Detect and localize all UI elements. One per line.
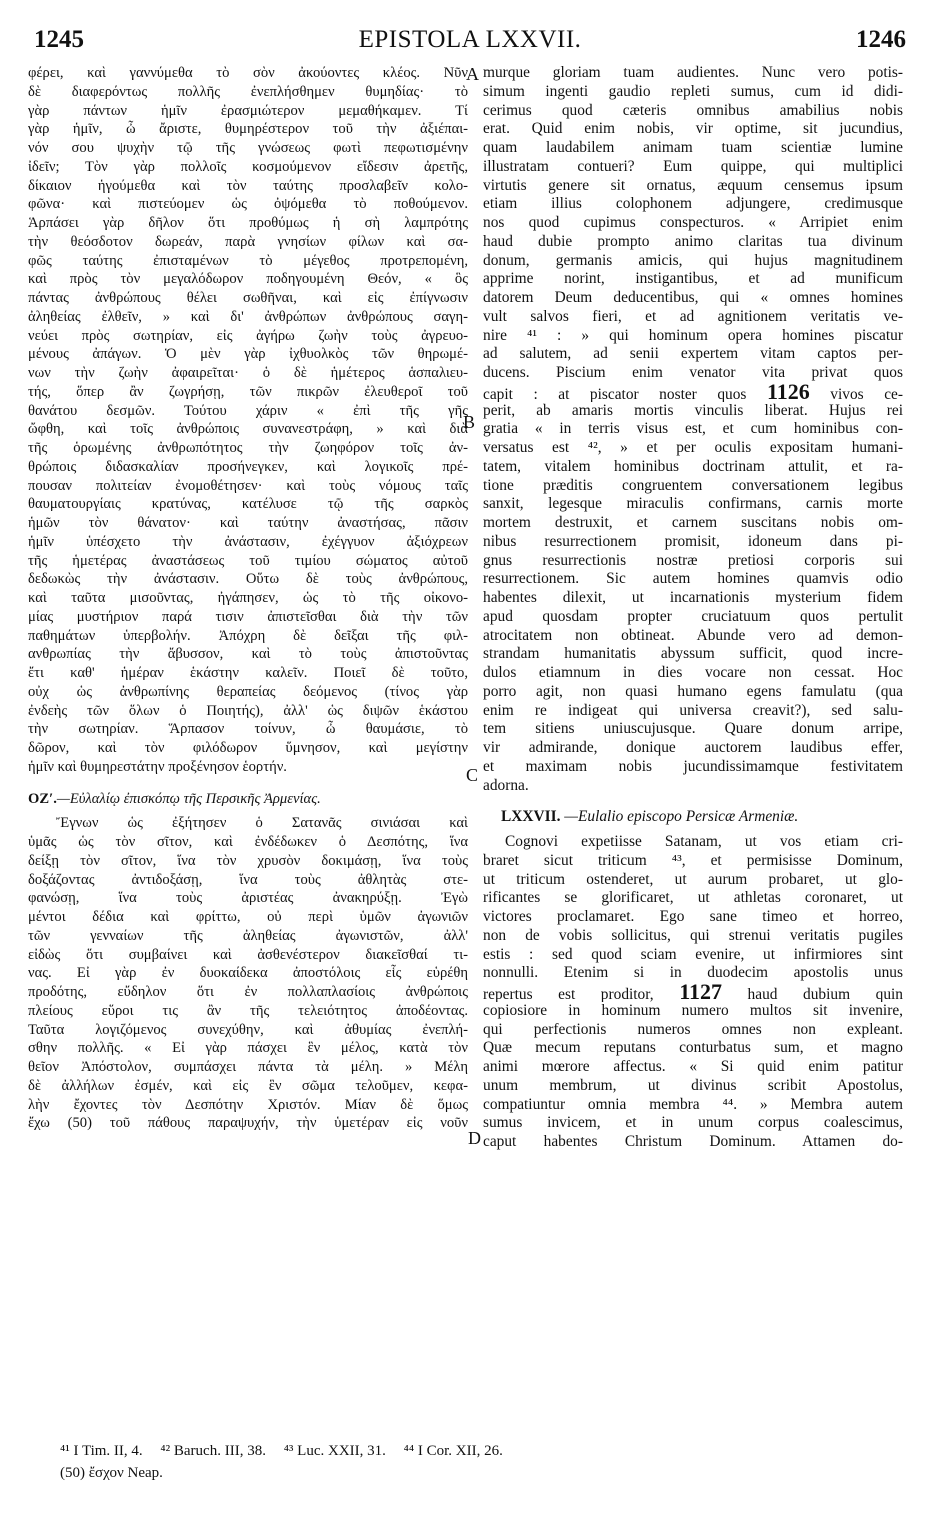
text-line: εἰδὼς ὅτι συμβαίνει καὶ ἀσθενέστερον διακεῖσθαί τι- [28, 946, 468, 963]
text-line: victores proclamaret. Ego sane timeo et horreo, [483, 908, 903, 925]
text-line: nonnulli. Etenim si in duodecim apostolis unus [483, 964, 903, 982]
text-line: τῶν γενναίων τῆς ἀληθείας ἀγωνιστῶν, ἀλλ' [28, 927, 468, 944]
text-line: νεύει πρὸς σωτηρίαν, εἰς ἀγήρω ζωὴν τοὺς ἀγρευο- [28, 327, 468, 344]
text-line: προδότης, εὔδηλον ὅτι ἐν πολλαπλασίοις ἀνθρώποις [28, 984, 468, 1000]
text-line: murque gloriam tuam audientes. Nunc vero potis- [483, 64, 903, 81]
text-line: ὤφθη, καὶ τοῖς ἀνθρώποις συνανεστράφη, » καὶ διὰ [28, 421, 468, 438]
footnote-42: ⁴² Baruch. III, 38. [160, 1443, 266, 1459]
text-line: πάντας ἀνθρώπους θέλει σωθῆναι, καὶ εἰς ἐπίγνωσιν [28, 290, 468, 306]
footnote-43: ⁴³ Luc. XXII, 31. [283, 1443, 386, 1459]
text-line: δὲ διαφερόντως πολλῆς ἐνεπλήσθημεν θυμηδίας· τὸ [28, 83, 468, 100]
latin-text: repertus est proditor, [483, 986, 680, 1002]
text-line: Ἁρπάσει γὰρ δῆλον ὅτι προθύμως ἡ σὴ λαμπρότης [28, 215, 468, 231]
text-line: νόν σου ψυχὴν τῷ τῆς γνώσεως φωτὶ πεφωτισμένην [28, 140, 468, 156]
text-line: qui perfectionis numeros omnes non expleant. [483, 1020, 903, 1038]
text-line: strandam humanitatis abyssum sufficit, quod incre- [483, 645, 903, 663]
text-line: rificantes se glorificaret, ut athletas coronaret, ut [483, 889, 903, 907]
text-line: μένους ἀπάγων. Ὁ μὲν γὰρ ἰχθυολκὸς τῶν θηρωμέ- [28, 346, 468, 363]
greek-letter-ending [28, 64, 468, 777]
greek-letter-body [28, 814, 468, 1133]
footnote-44: ⁴⁴ I Cor. XII, 26. [403, 1443, 503, 1459]
text-line: καὶ πρὸς τὸν μεγαλόδωρον ποδηγουμένη Θεόν, « ὃς [28, 271, 468, 288]
text-line: enim re indigeat qui universa creavit?), sed salu- [483, 701, 903, 719]
text-line: haud dubie prompto animo claritas tua divinum [483, 232, 903, 250]
text-line: δὲ ἀλλήλων ἐσμέν, καὶ εἰς ἓν σῶμα τελοῦμεν, κεφα- [28, 1077, 468, 1094]
text-line: compatiuntur omnia membra ⁴⁴. » Membra autem [483, 1095, 903, 1113]
text-line: ἡμῖν ὑπέσχετο τὴν ἀνάστασιν, ἐχέγγυον ἀξιόχρεων [28, 533, 468, 550]
text-line: ὑμᾶς ὡς τὸν σῖτον, καὶ ἐνδέδωκεν ὁ Δεσπότης, ἵνα [28, 834, 468, 850]
text-line: donum, germanis amicis, qui hujus magnitudinem [483, 251, 903, 269]
latin-letter-body-part1 [483, 833, 903, 983]
text-line: ἰδεῖν; Τὸν γὰρ πολλοῖς κοσμούμενον εἴδεσιν ἀρετῆς, [28, 158, 468, 175]
text-line: θεῖον Ἀπόστολον, συμπάσχει πάντα τὰ μέλη. » Μέλη [28, 1059, 468, 1075]
text-line: etiam illius colophonem adjungere, credimusque [483, 195, 903, 213]
text-line: δοξάζοντας ἀντιδοξάσῃ, ἵνα τοὺς ἀθλητὰς στε- [28, 871, 468, 888]
text-line: nos quod cupimus conspecturos. « Arripiet enim [483, 214, 903, 231]
running-title: EPISTOLA LXXVII. [358, 26, 582, 53]
text-line: ad salutem, ad senii expertem vitam captos per- [483, 345, 903, 363]
text-line: atrocitatem non obtineat. Abunde vero ad demon- [483, 626, 903, 644]
latin-heading-number: LXXVII. [501, 808, 561, 826]
text-line: vult salvos fieri, et ad agnitionem veritatis ve- [483, 307, 903, 325]
footnote-50: (50) ἔσχον Neap. [60, 1465, 163, 1481]
text-line: οὐχ ὡς ἀνθρωπίνης θεραπείας δεόμενος (τίνος γὰρ [28, 683, 468, 700]
text-line: πλείους εὕροι τις ἂν τῆς τελειότητος ἀποδέοντας. [28, 1002, 468, 1019]
text-line: τῆς ὁρωμένης ἀνθρωπότητος τὴν ζωηφόρον τοῖς ἀν- [28, 440, 468, 456]
footnotes [60, 1440, 920, 1484]
text-line: Ταῦτα λογιζόμενος συνεχύθην, καὶ ἀθυμίας ἐνεπλή- [28, 1021, 468, 1038]
margin-marker-a: A [466, 64, 479, 84]
text-line: datorem Deum deducentibus, qui « omnes homines [483, 289, 903, 306]
text-line: θρώποις διδασκαλίαν προσήνεγκεν, καὶ λογικοῖς πρέ- [28, 458, 468, 475]
margin-marker-b: B [463, 412, 476, 432]
text-line: ἀληθείας ἐλθεῖν, » καὶ δι' ἀνθρώπων ἀνθρώπους σαγη- [28, 308, 468, 325]
text-line: vir admirande, donique auctorem laudibus effer, [483, 739, 903, 756]
text-line: versatus est ⁴², » et per oculis expositam humani- [483, 439, 903, 456]
text-line: tione præditis congruentem conversationem legibus [483, 476, 903, 494]
text-line: ἔχω (50) τοῦ πάθους παραψυχήν, τὴν ὑμετέραν εἰς νοῦν [28, 1115, 468, 1132]
text-line: porro agit, non quasi humano egens famulatu (qua [483, 682, 903, 700]
latin-letter-ending-part1 [483, 64, 903, 383]
text-line: μίας μυστήριον παρά τισιν ἀπιστεῖσθαι διὰ τὴν τῶν [28, 608, 468, 625]
text-line: ἡμῖν καὶ θυμηρεστάτην προξένησον ἑορτήν. [28, 758, 287, 775]
column-number-1126: 1126 [766, 382, 810, 402]
text-line: ἡμῶν τὸν θάνατον· καὶ ταύτην ἀναστήσας, πᾶσιν [28, 515, 468, 531]
text-line: ut triticum ostenderet, ut aurum probaret, ut glo- [483, 870, 903, 888]
text-line: copiosiore in hominum numero multos sit invenire, [483, 1001, 903, 1019]
text-line: nibus resurrectionem promisit, idoneum dans pi- [483, 532, 903, 550]
text-line: mortem destruxit, et carnem suscitans nobis om- [483, 514, 903, 531]
text-line: non de vobis sollicitus, qui strenui veritatis pugiles [483, 926, 903, 944]
text-line: gratia « in terris visus est, et cum hominibus con- [483, 420, 903, 438]
text-line: νας. Εἰ γὰρ ἐν δυοκαίδεκα ἀποστόλοις εἷς εὑρέθη [28, 965, 468, 982]
text-line: τῆς ἡμετέρας ἀναστάσεως τοῦ τιμίου σώματος αὐτοῦ [28, 552, 468, 569]
text-line: δεδωκὼς τὴν ἀνάστασιν. Οὕτω δὲ τοὺς ἀνθρώπους, [28, 571, 468, 588]
text-line: virtutis genere sit ornatus, æquum censemus ipsum [483, 176, 903, 194]
text-line: πουσαν πολιτείαν ἐνομοθέτησεν· καὶ τοὺς νόμους ταῖς [28, 477, 468, 494]
text-line: νων τὴν ζωὴν ἀφαιρεῖται· ὁ δὲ ἡμέτερος ἁσπαλιευ- [28, 365, 468, 381]
text-line: unum membrum, ut divinus scribit Apostolus, [483, 1076, 903, 1094]
text-line: δίκαιον ἡγούμεθα καὶ τὸν ταύτης προσλαβεῖν κολο- [28, 177, 468, 194]
text-line: λὴν ἔχοντες τὸν Δεσπότην Χριστόν. Μίαν δὲ ὅμως [28, 1096, 468, 1113]
text-line: καὶ ταῦτα μισοῦντας, ἠγάπησεν, ὡς τὸ τῆς οἰκονο- [28, 590, 468, 606]
text-line: Quæ mecum reputans conturbatus sum, et magno [483, 1039, 903, 1057]
latin-line-with-column-number [483, 983, 903, 1002]
latin-column [483, 64, 903, 1152]
text-line: δείξῃ τὸν σῖτον, ἵνα τὸν χρυσὸν δοκιμάσῃ, ἵνα τοὺς [28, 852, 468, 869]
text-line: φῶνα· καὶ πιστεύομεν ὡς ὀψόμεθα τὸ ποθούμενον. [28, 196, 468, 213]
text-line: ἔτι καθ' ἡμέραν ἑκάστην καλεῖν. Ποιεῖ δὲ τοῦτο, [28, 665, 468, 681]
text-line: γὰρ πάντων ἡμῖν ἐρασμιώτερον μεμαθήκαμεν. Τί [28, 102, 468, 119]
page-number-right: 1246 [856, 26, 906, 53]
text-line: apprime norint, instigantibus, et ad munificum [483, 270, 903, 288]
latin-heading-text: —Eulalio episcopo Persicæ Armeniæ. [560, 808, 799, 826]
text-line: perit, ab amaris mortis vinculis liberat. Hujus rei [483, 401, 903, 419]
text-line: ἐνδεὴς τῶν ὅλων ὁ Ποιητής), ἀλλ' ὡς διψῶν ἑκάστου [28, 702, 468, 719]
greek-heading-text: —Εὐλαλίῳ ἐπισκόπῳ τῆς Περσικῆς Ἀρμενίας. [56, 790, 321, 807]
text-line: θαυματουργίαις κρατύνας, κατέλυσε τῷ τῆς σαρκὸς [28, 496, 468, 513]
text-line: adorna. [483, 776, 529, 794]
text-line: ανθρωπίας τὴν ἄβυσσον, καὶ τὸ τοὺς ἀπιστοῦντας [28, 646, 468, 663]
text-line: sumus invicem, et in unum corpus coalescimus, [483, 1114, 903, 1132]
text-line: apud quosdam propter cruciatuum quos pertulit [483, 607, 903, 625]
text-line: σθην πολλῆς. « Εἰ γὰρ πάσχει ἓν μέλος, κατὰ τὸν [28, 1040, 468, 1057]
latin-letter-ending-part2 [483, 402, 903, 796]
latin-letter-heading [483, 808, 903, 827]
text-line: illustratam contueri? Eum quippe, qui multiplici [483, 157, 903, 175]
column-number-1127: 1127 [679, 983, 722, 1002]
text-line: φέρει, καὶ γαννύμεθα τὸ σὸν ἀκούοντες κλέος. Νῦν [28, 65, 468, 81]
page-number-left: 1245 [34, 26, 84, 53]
text-line: ducens. Piscium enim venator vita privat quos [483, 364, 903, 381]
text-line: tem sitiens uniuscujusque. Quare donum arripe, [483, 720, 903, 738]
text-line: simum ingenti gaudio repleti sumus, cum id didi- [483, 82, 903, 100]
latin-letter-body-part2 [483, 1002, 903, 1152]
text-line: tatem, vitalem hominibus doctrinam attulit, et ra- [483, 457, 903, 475]
text-line: et maximam nobis jucundissimamque festivitatem [483, 757, 903, 775]
text-line: γὰρ ἡμῖν, ὦ ἄριστε, θυμηρέστερον τοῦ τὴν ἀξιέπαι- [28, 121, 468, 138]
text-line: τὴν σωτηρίαν. Ἅρπασον τοίνυν, ὦ θαυμάσιε, τὸ [28, 721, 468, 738]
text-line: animi mœrore affectus. « Si quid enim patitur [483, 1058, 903, 1075]
text-line: Cognovi expetiisse Satanam, ut vos etiam cri- [505, 833, 903, 850]
text-line: θανάτου δεσμῶν. Τούτου χάριν « ἐπὶ τῆς γῆς [28, 402, 468, 419]
text-line: τὴν θεόσδοτον δωρεάν, παρὰ γνησίων φίλων καὶ σα- [28, 233, 468, 250]
latin-text: capit : at piscator noster quos [483, 385, 767, 402]
text-line: φῶς ταύτης ἐπισταμένων τὸ μέγεθος προτρεπομένη, [28, 252, 468, 269]
text-line: dulos etiamnum in dies vocare non cessat. Hoc [483, 664, 903, 681]
text-line: μέντοι δέδια καὶ φρίττω, οὐ περὶ ὑμῶν ἀγωνιῶν [28, 909, 468, 925]
text-line: habentes dilexit, ut incarnationis mysterium fidem [483, 589, 903, 606]
latin-text: haud dubium quin [721, 986, 903, 1002]
text-line: cerimus quod cæteris omnibus amabilius nobis [483, 101, 903, 119]
text-line: caput habentes Christum Dominum. Attamen do- [483, 1133, 903, 1150]
text-line: τής, ὅπερ ἂν ζωγρήσῃ, τῶν πικρῶν ἐλευθεροῖ τοῦ [28, 383, 468, 400]
text-line: sanxit, legesque miraculis confirmans, carnis morte [483, 495, 903, 513]
text-line: gnus resurrectionis nostræ pretiosi corporis sui [483, 551, 903, 569]
text-line: resurrectionem. Sic autem homines quamvis odio [483, 570, 903, 588]
greek-column [28, 64, 468, 1133]
text-line: nire ⁴¹ : » qui hominum opera homines piscatur [483, 326, 903, 344]
margin-marker-c: C [466, 765, 479, 785]
text-line: erat. Quid enim nobis, vir optime, sit jucundius, [483, 120, 903, 138]
footnote-41: ⁴¹ I Tim. II, 4. [60, 1443, 143, 1459]
latin-line-with-column-number [483, 383, 903, 402]
text-line: estis : sed quod sciam evenire, ut infirmiores sint [483, 945, 903, 963]
margin-marker-d: D [468, 1128, 481, 1148]
text-line: δῶρον, καὶ τὸν φιλόδωρον ὕμνησον, καὶ μεγίστην [28, 740, 468, 756]
text-line: Ἔγνων ὡς ἐξήτησεν ὁ Σατανᾶς σινιάσαι καὶ [56, 815, 468, 832]
greek-letter-heading [28, 790, 468, 809]
latin-text: vivos ce- [809, 385, 903, 402]
text-line: quam laudabilem animam tuam scientiæ lumine [483, 139, 903, 156]
greek-heading-number: ΟΖʹ. [28, 790, 57, 807]
page-header [34, 26, 906, 66]
text-line: braret sicut triticum ⁴³, et permisisse Dominum, [483, 851, 903, 869]
text-line: φανώσῃ, ἵνα τοὺς ἀριστέας ἀνακηρύξῃ. Ἐγὼ [28, 890, 468, 907]
text-line: παθημάτων ὑπερβολήν. Ἀπόχρη δὲ δεῖξαι τῆς φιλ- [28, 627, 468, 644]
